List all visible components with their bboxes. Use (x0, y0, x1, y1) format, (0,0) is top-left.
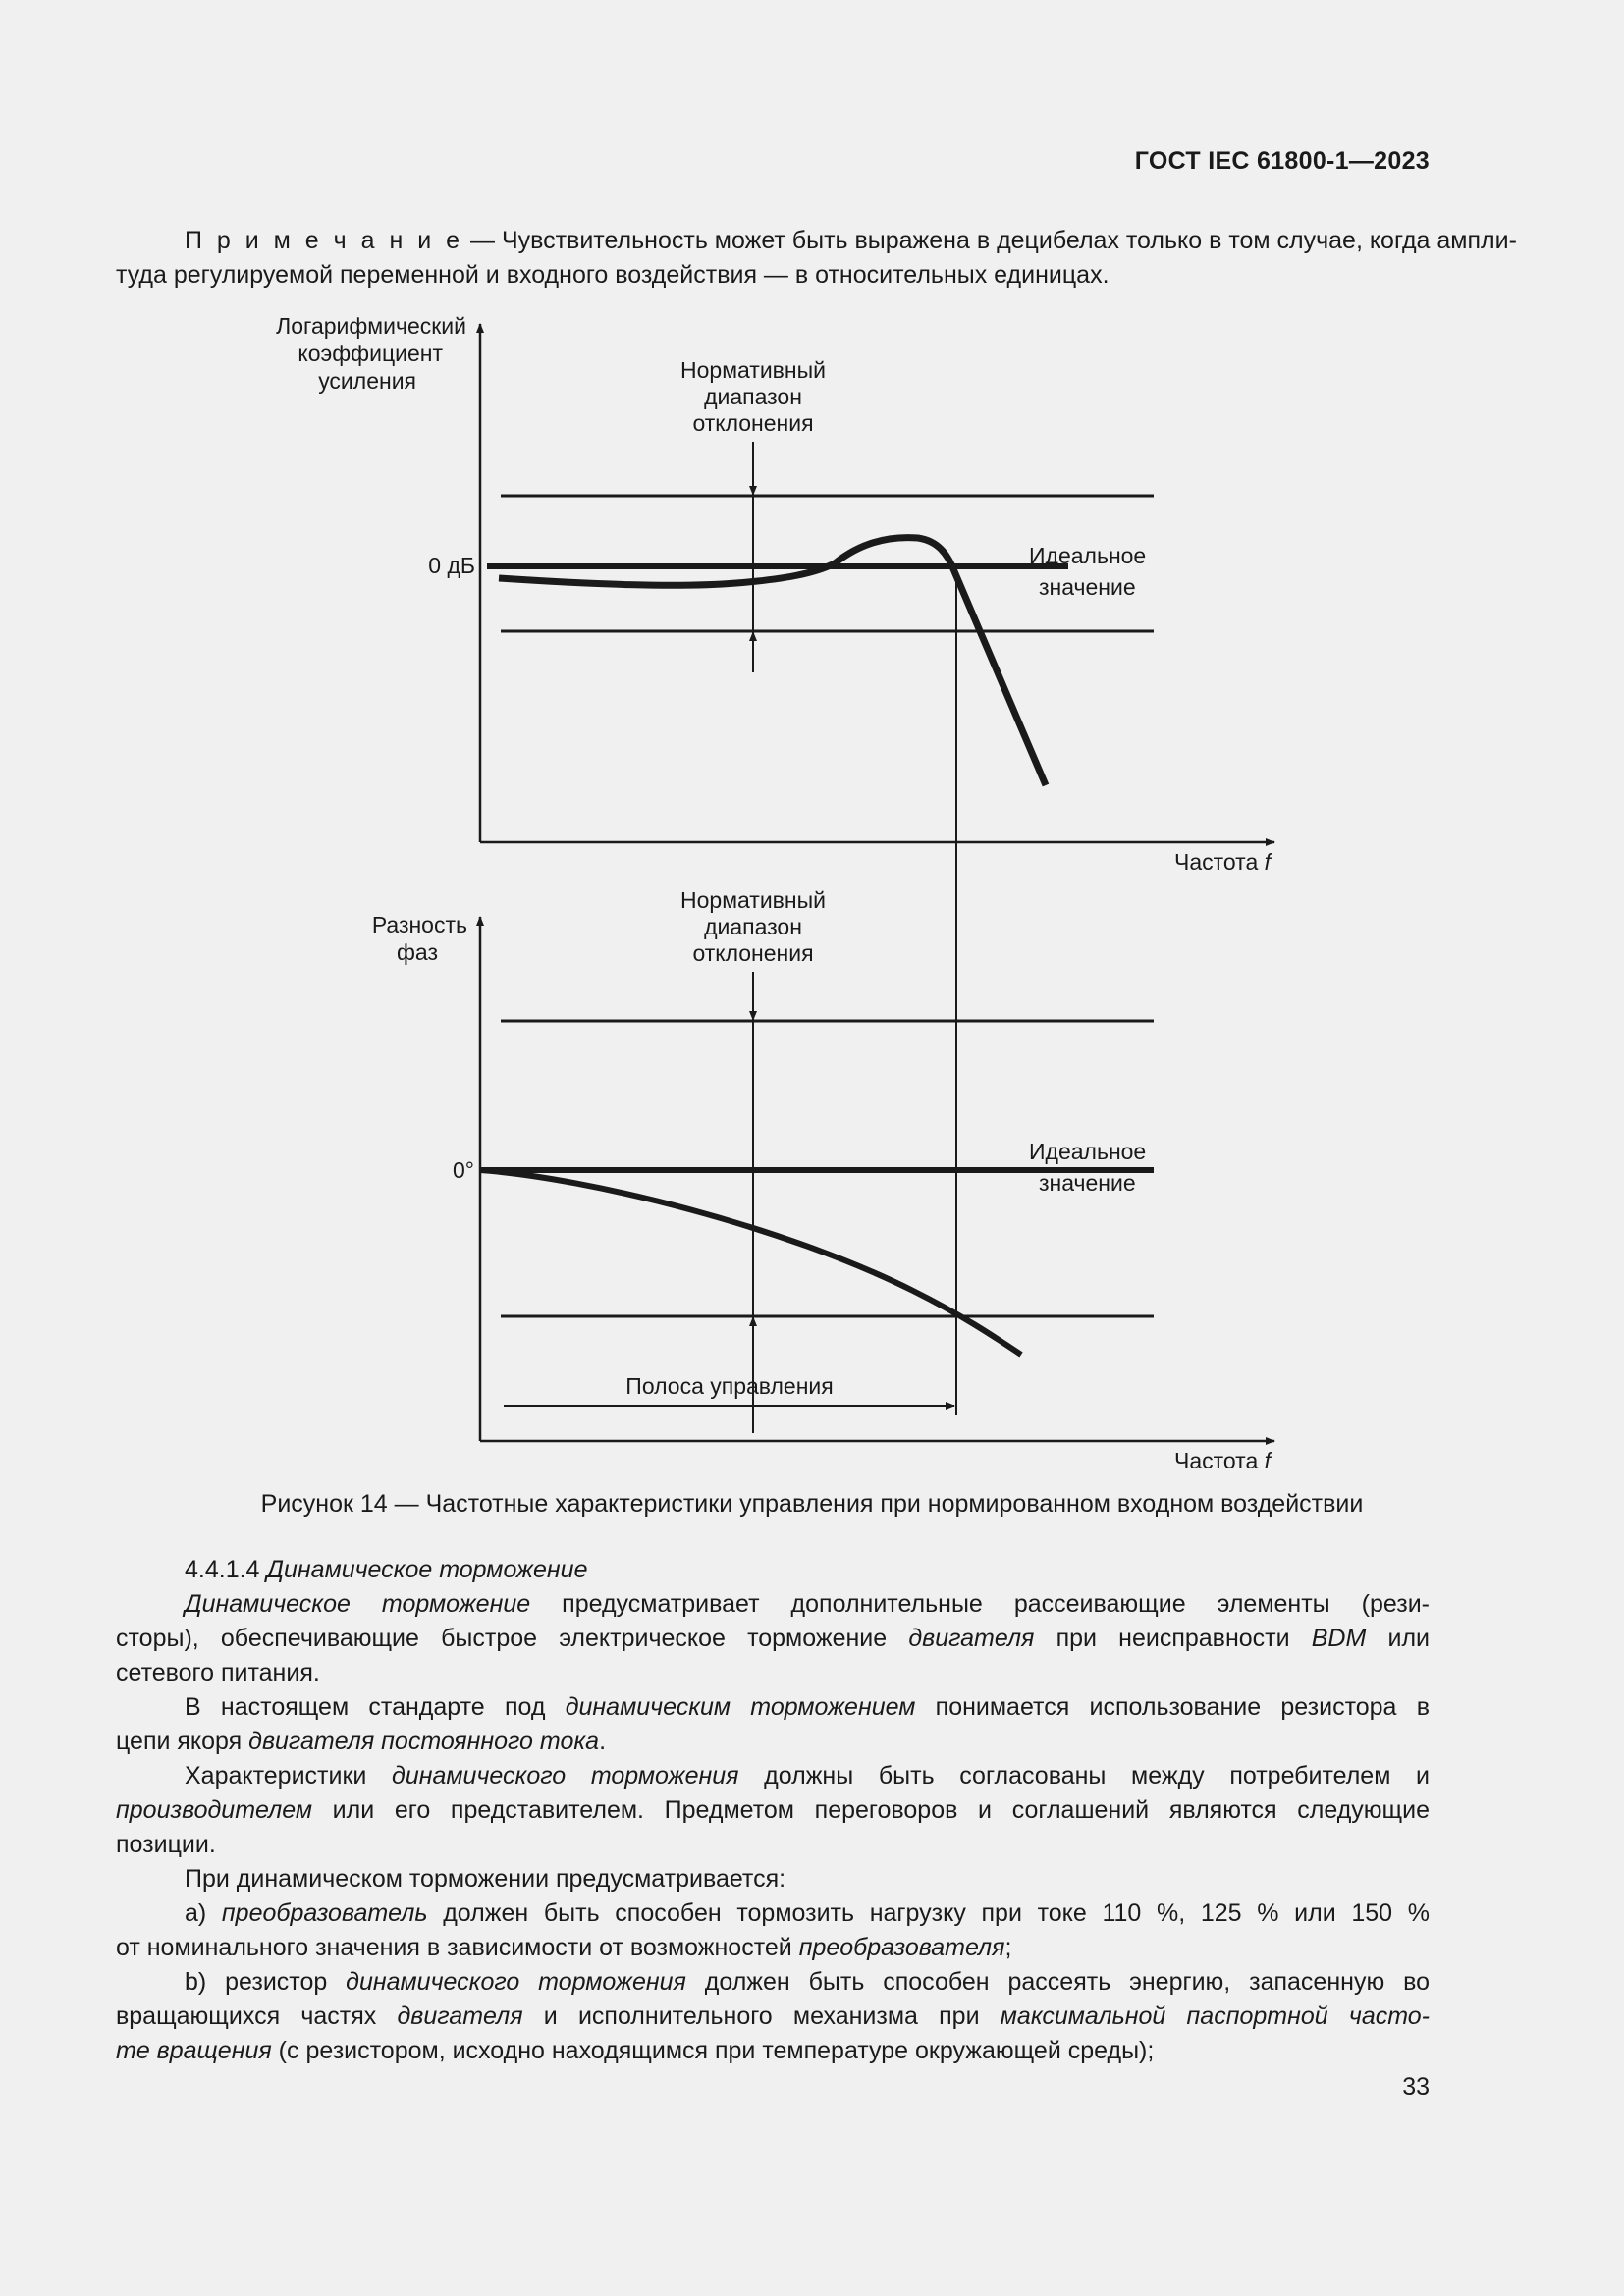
gain-ideal-label-1: Идеальное (1029, 543, 1147, 568)
p2-line-2: цепи якоря двигателя постоянного тока. (116, 1728, 607, 1755)
gain-tolerance-label-2: диапазон (704, 384, 802, 409)
p3-line-3: позиции. (116, 1831, 216, 1858)
gain-y-label-3: усиления (318, 368, 416, 394)
item-b-line-2: вращающихся частях двигателя и исполнительного механизма при максимальной паспортной часто- (116, 2002, 1431, 2030)
phase-zero-label: 0° (453, 1157, 474, 1183)
list-item-a (116, 1896, 1430, 1965)
section-title: Динамическое торможение (266, 1556, 588, 1583)
phase-y-label-2: фаз (396, 939, 438, 965)
phase-ideal-label-1: Идеальное (1029, 1139, 1147, 1164)
gain-tolerance-label-3: отклонения (692, 410, 814, 436)
p1-line-1: Динамическое торможение предусматривает дополнительные рассеивающие элементы (рези- (185, 1590, 1430, 1618)
control-band-label: Полоса управления (625, 1373, 834, 1399)
paragraph-3 (116, 1759, 1430, 1862)
paragraph-1 (116, 1587, 1430, 1690)
phase-ideal-label-2: значение (1039, 1170, 1136, 1196)
section-heading-line (116, 1553, 1430, 1587)
note-line-2: туда регулируемой переменной и входного воздействия — в относительных единицах. (116, 261, 1110, 289)
item-b-line-1: b) резистор динамического торможения должен быть способен рассеять энергию, запасенную во (185, 1968, 1430, 1996)
phase-y-label-1: Разность (371, 912, 467, 937)
document-code: ГОСТ IEC 61800-1—2023 (1134, 147, 1430, 175)
item-a-line-2: от номинального значения в зависимости от возможностей преобразователя; (116, 1934, 1012, 1961)
figure-caption: Рисунок 14 — Частотные характеристики управления при нормированном входном воздействии (260, 1490, 1364, 1518)
gain-zero-label: 0 дБ (428, 553, 475, 578)
phase-tolerance-label-3: отклонения (692, 940, 814, 966)
note-text-1: — Чувствительность может быть выражена в децибелах только в том случае, когда ампли- (463, 227, 1517, 254)
list-item-b (116, 1965, 1430, 2068)
item-a-line-1: a) преобразователь должен быть способен тормозить нагрузку при токе 110 %, 125 % или 150 % (185, 1899, 1430, 1927)
phase-response-curve (480, 1170, 1021, 1355)
gain-response-curve (499, 538, 1046, 785)
paragraph-2 (116, 1690, 1430, 1759)
page-number: 33 (1402, 2073, 1430, 2101)
p2-line-1: В настоящем стандарте под динамическим торможением понимается использование резистора в (185, 1693, 1430, 1721)
p1-line-2: сторы), обеспечивающие быстрое электрическое торможение двигателя при неисправности BDM или (116, 1625, 1430, 1652)
phase-x-label: Частота f (1174, 1448, 1272, 1473)
gain-y-label-1: Логарифмический (276, 313, 466, 339)
phase-tolerance-label-2: диапазон (704, 914, 802, 939)
p3-line-1: Характеристики динамического торможения должны быть согласованы между потребителем и (185, 1762, 1431, 1789)
gain-y-label-2: коэффициент (298, 341, 443, 366)
item-b-line-3: те вращения (с резистором, исходно находящимся при температуре окружающей среды); (116, 2037, 1155, 2064)
section-heading (116, 1553, 1430, 1587)
gain-chart (276, 313, 1274, 875)
paragraph-4 (116, 1862, 1430, 1896)
phase-chart (372, 887, 1274, 1473)
p4-line-1: При динамическом торможении предусматривается: (185, 1865, 786, 1893)
note-lead: П р и м е ч а н и е (185, 227, 464, 254)
phase-tolerance-label-1: Нормативный (680, 887, 826, 913)
gain-tolerance-label-1: Нормативный (680, 357, 826, 383)
section-number: 4.4.1.4 (185, 1556, 260, 1583)
gain-ideal-label-2: значение (1039, 574, 1136, 600)
p3-line-2: производителем или его представителем. Предметом переговоров и соглашений являются следующие (116, 1796, 1430, 1824)
gain-x-label: Частота f (1174, 849, 1272, 875)
p1-line-3: сетевого питания. (116, 1659, 320, 1686)
